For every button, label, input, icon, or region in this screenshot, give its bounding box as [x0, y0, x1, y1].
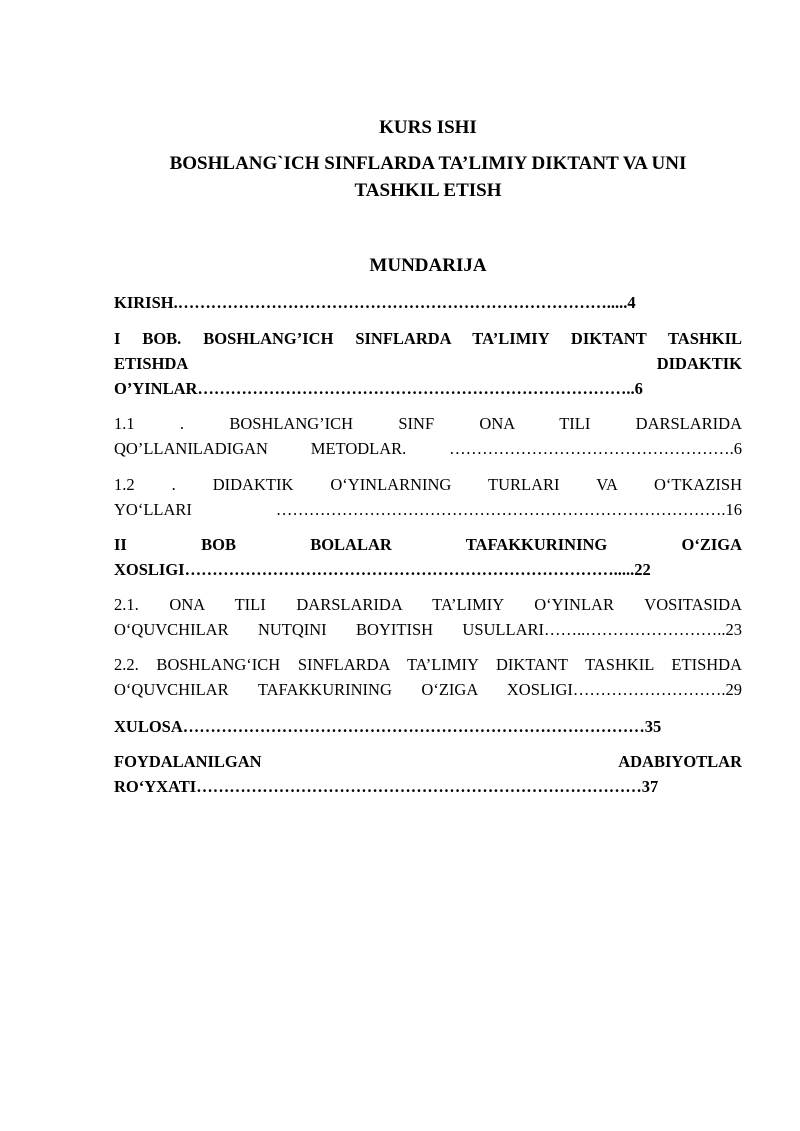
toc-entry-section-1-2[interactable]: [114, 472, 742, 522]
document-kind: KURS ISHI: [379, 117, 477, 138]
toc-entry-line: II BOB BOLALAR TAFAKKURINING O‘ZIGA: [114, 535, 742, 554]
toc-entry-chapter-2[interactable]: [114, 532, 742, 582]
toc-entry-line: O’YINLAR……………………………………………………………………..6: [114, 379, 643, 398]
toc-entry-line: YO‘LLARI ……………………………………………………………………….16: [114, 500, 742, 519]
toc-entry-references[interactable]: [114, 749, 742, 799]
toc-entry-xulosa[interactable]: [114, 714, 742, 739]
toc-entry-line: O‘QUVCHILAR NUTQINI BOYITISH USULLARI……..……………………..23: [114, 620, 742, 639]
toc-entry-line: ETISHDA DIDAKTIK: [114, 354, 742, 373]
toc-heading: MUNDARIJA: [369, 255, 487, 276]
document-title: [114, 150, 742, 204]
toc-entry-line: 2.1. ONA TILI DARSLARIDA TA’LIMIY O‘YINLAR VOSITASIDA: [114, 595, 742, 614]
toc-entry-section-2-2[interactable]: [114, 652, 742, 702]
toc-entry-line: O‘QUVCHILAR TAFAKKURINING O‘ZIGA XOSLIGI……………………….29: [114, 680, 742, 699]
toc-entry-line: RO‘YXATI………………………………………………………………………37: [114, 777, 659, 796]
toc-entry-section-2-1[interactable]: [114, 592, 742, 642]
toc-entry-line: XULOSA…………………………………………………………………………35: [114, 717, 662, 736]
toc-entry-line: I BOB. BOSHLANG’ICH SINFLARDA TA’LIMIY DIKTANT TASHKIL: [114, 329, 742, 348]
toc-entry-line: 1.2 . DIDAKTIK O‘YINLARNING TURLARI VA O‘TKAZISH: [114, 475, 742, 494]
toc-entry-kirish[interactable]: [114, 290, 742, 315]
toc-entry-line: FOYDALANILGAN ADABIYOTLAR: [114, 752, 742, 771]
toc-entry-line: 1.1 . BOSHLANG’ICH SINF ONA TILI DARSLARIDA: [114, 414, 742, 433]
toc-entry-line: 2.2. BOSHLANG‘ICH SINFLARDA TA’LIMIY DIKTANT TASHKIL ETISHDA: [114, 655, 742, 674]
toc-entry-line: KIRISH.…………………………………………………………………….....4: [114, 293, 636, 312]
toc-entry-section-1-1[interactable]: [114, 411, 742, 461]
toc-entry-line: XOSLIGI…………………………………………………………………….....22: [114, 560, 651, 579]
document-title-line-2: TASHKIL ETISH: [354, 180, 502, 201]
toc-entry-chapter-1[interactable]: [114, 326, 742, 401]
toc-entry-line: QO’LLANILADIGAN METODLAR. …………………………………………….6: [114, 439, 742, 458]
document-title-line-1: BOSHLANG`ICH SINFLARDA TA’LIMIY DIKTANT VA UNI: [169, 153, 687, 174]
